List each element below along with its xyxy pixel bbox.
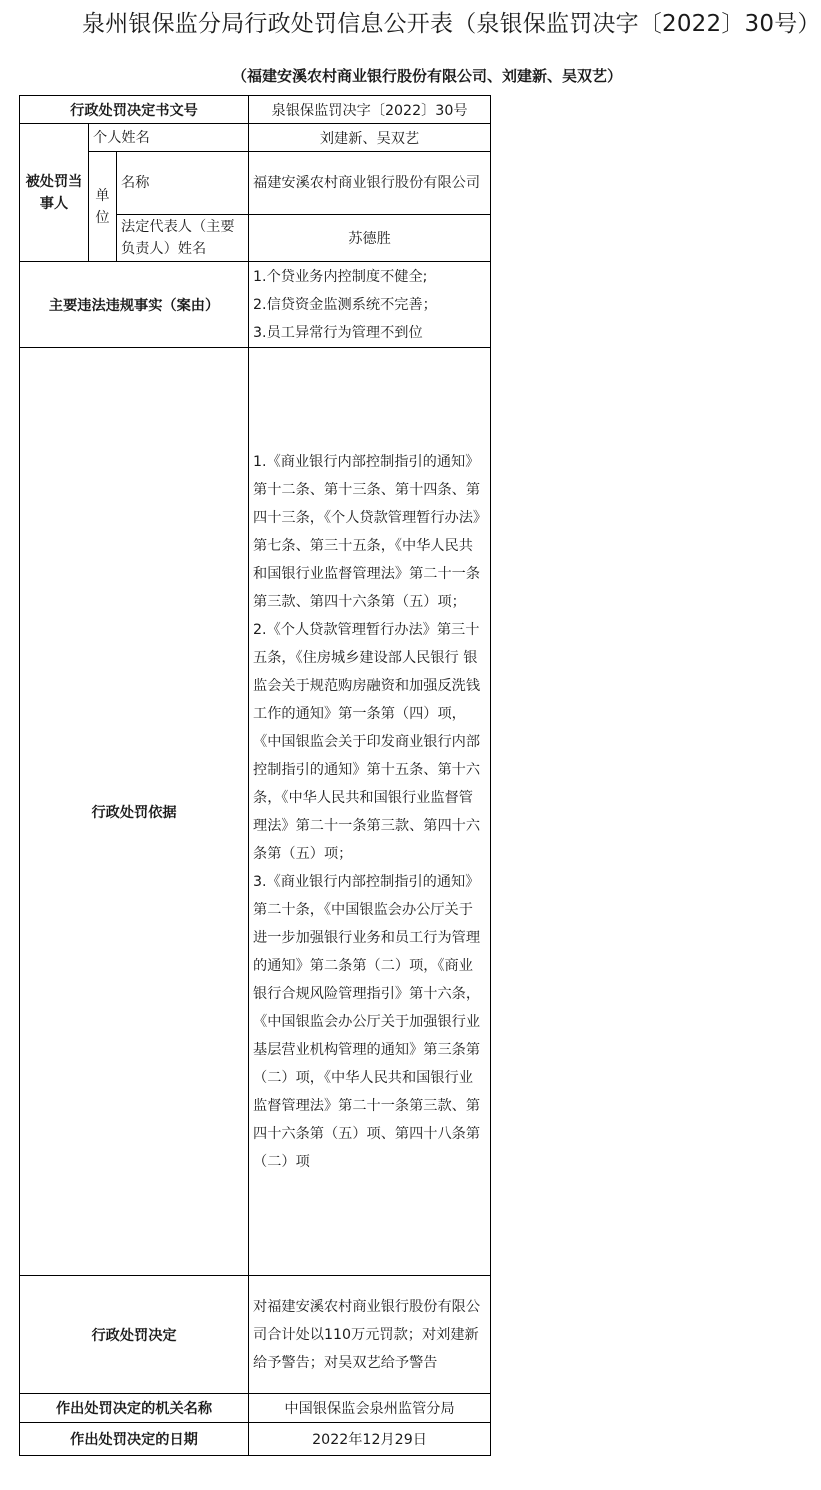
row-unit-name-1 (20, 152, 491, 183)
legal-rep-value: 苏德胜 (249, 215, 491, 262)
date-value: 2022年12月29日 (249, 1423, 491, 1456)
legal-rep-label: 法定代表人（主要负责人）姓名 (117, 215, 249, 262)
facts-item-3: 3.员工异常行为管理不到位 (253, 324, 423, 341)
unit-label (89, 152, 117, 262)
unit-name-value: 福建安溪农村商业银行股份有限公司 (249, 152, 491, 215)
row-decision-no (20, 96, 491, 124)
row-person (20, 124, 491, 152)
decision-no-label: 行政处罚决定书文号 (20, 96, 249, 124)
person-names-value: 刘建新、吴双艺 (249, 124, 491, 152)
decision-label: 行政处罚决定 (20, 1276, 249, 1394)
facts-item-1: 1.个贷业务内控制度不健全; (253, 268, 428, 285)
row-decision (20, 1276, 491, 1394)
decision-value: 对福建安溪农村商业银行股份有限公司合计处以110万元罚款；对刘建新给予警告；对吴双艺给予警告 (249, 1276, 491, 1394)
unit-name-label: 名称 (117, 152, 249, 215)
page-subtitle: （福建安溪农村商业银行股份有限公司、刘建新、吴双艺） (231, 67, 622, 85)
basis-value (249, 348, 491, 1276)
facts-item-2: 2.信贷资金监测系统不完善； (253, 296, 437, 313)
basis-item-3: 3.《商业银行内部控制指引的通知》第二十条，《中国银监会办公厅关于进一步加强银行业务和员工行为管理的通知》第二条第（二）项，《商业银行合规风险管理指引》第十六条，《中国银监会办公厅关于加强银行业基层营业机构管理的通知》第三条第（二）项，《中华人民共和国银行业监督管理法》第二十一条第三款、第四十六条第（五）项、第四十八条第（二）项 (253, 873, 481, 1170)
person-name-label: 个人姓名 (89, 124, 249, 152)
unit-label-text: 单位 (95, 187, 110, 226)
facts-value (249, 262, 491, 348)
row-authority (20, 1394, 491, 1423)
basis-item-1: 1.《商业银行内部控制指引的通知》第十二条、第十三条、第十四条、第四十三条，《个人贷款管理暂行办法》第七条、第三十五条，《中华人民共和国银行业监督管理法》第二十一条第三款、第四十六条第（五）项； (253, 453, 481, 610)
basis-item-2: 2.《个人贷款管理暂行办法》第三十五条，《住房城乡建设部人民银行 银监会关于规范购房融资和加强反洗钱工作的通知》第一条第（四）项，《中国银监会关于印发商业银行内部控制指引的通知》第十五条、第十六条，《中华人民共和国银行业监督管理法》第二十一条第三款、第四十六条第（五）项； (253, 621, 481, 862)
decision-no-value: 泉银保监罚决字〔2022〕30号 (249, 96, 491, 124)
facts-label: 主要违法违规事实（案由） (20, 262, 249, 348)
penalty-info-table (19, 95, 491, 1456)
party-label (20, 124, 89, 262)
basis-label: 行政处罚依据 (20, 348, 249, 1276)
row-date (20, 1423, 491, 1456)
authority-value: 中国银保监会泉州监管分局 (249, 1394, 491, 1423)
page-title: 泉州银保监分局行政处罚信息公开表（泉银保监罚决字〔2022〕30号） (82, 11, 821, 37)
row-facts (20, 262, 491, 348)
date-label: 作出处罚决定的日期 (20, 1423, 249, 1456)
authority-label: 作出处罚决定的机关名称 (20, 1394, 249, 1423)
row-basis (20, 348, 491, 1276)
party-label-text: 被处罚当事人 (25, 173, 83, 212)
